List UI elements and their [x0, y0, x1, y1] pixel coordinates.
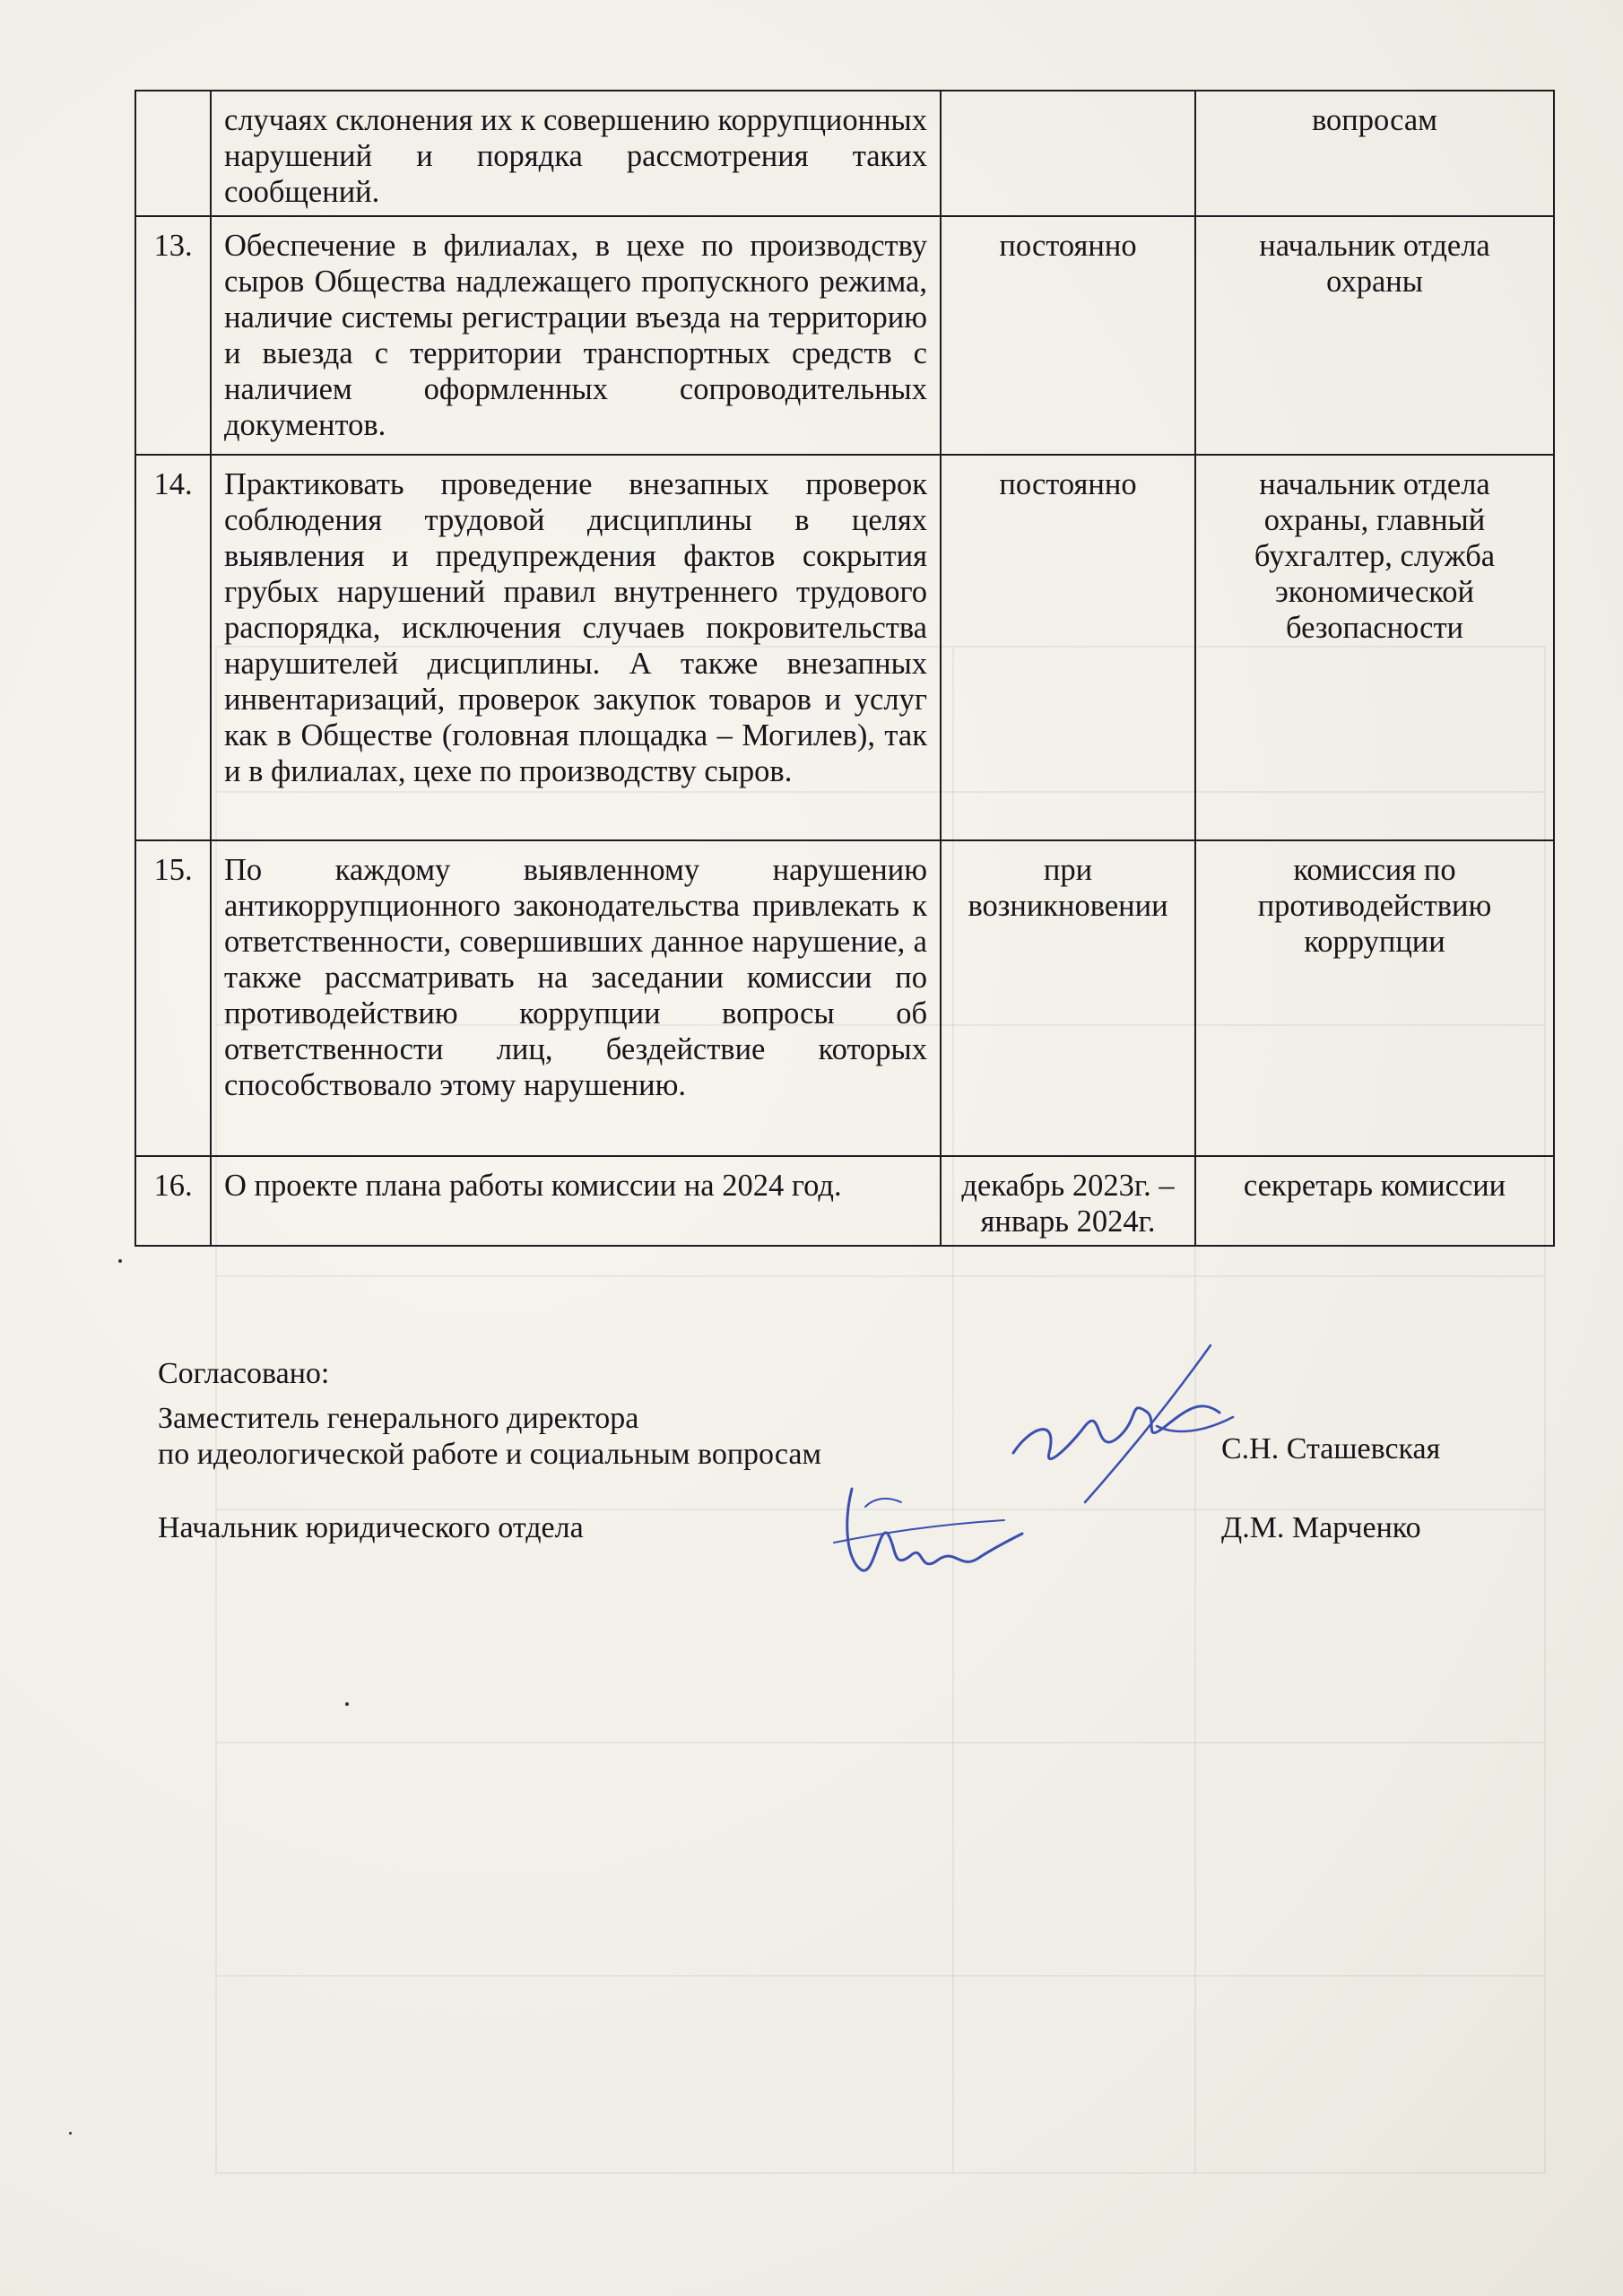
- row-term: постоянно: [941, 455, 1195, 840]
- row-number: 14.: [135, 455, 211, 840]
- row-number: [135, 91, 211, 216]
- row-number: 15.: [135, 840, 211, 1156]
- row-term: постоянно: [941, 216, 1195, 455]
- row-responsible: комиссия по противодействию коррупции: [1195, 840, 1554, 1156]
- row-responsible: вопросам: [1195, 91, 1554, 216]
- table-row: [135, 455, 1554, 840]
- row-measure: Обеспечение в филиалах, в цехе по производству сыров Общества надлежащего пропускного режима, наличие системы регистрации въезда на территорию и выезда с территории транспортных средств с наличием оформленных сопроводительных документов.: [211, 216, 941, 455]
- scan-speck: [69, 2132, 72, 2135]
- row-responsible: секретарь комиссии: [1195, 1156, 1554, 1246]
- deputy-position-line2: по идеологической работе и социальным вопросам: [158, 1438, 822, 1471]
- row-measure: случаях склонения их к совершению коррупционных нарушений и порядка рассмотрения таких сообщений.: [211, 91, 941, 216]
- legal-head-position: Начальник юридического отдела: [158, 1511, 584, 1544]
- row-responsible: начальник отдела охраны, главный бухгалтер, служба экономической безопасности: [1195, 455, 1554, 840]
- table-row: [135, 1156, 1554, 1246]
- deputy-name: С.Н. Сташевская: [1221, 1432, 1441, 1465]
- row-measure: О проекте плана работы комиссии на 2024 год.: [211, 1156, 941, 1246]
- row-term: декабрь 2023г. – январь 2024г.: [941, 1156, 1195, 1246]
- agreed-label: Согласовано:: [158, 1357, 330, 1390]
- deputy-position-line1: Заместитель генерального директора: [158, 1402, 639, 1435]
- scan-speck: [345, 1702, 349, 1706]
- scan-speck: [118, 1259, 122, 1263]
- row-term: при возникновении: [941, 840, 1195, 1156]
- row-responsible: начальник отдела охраны: [1195, 216, 1554, 455]
- row-term: [941, 91, 1195, 216]
- legal-head-name: Д.М. Марченко: [1221, 1511, 1421, 1544]
- row-number: 13.: [135, 216, 211, 455]
- signature-legal-head: [825, 1471, 1040, 1596]
- row-measure: Практиковать проведение внезапных проверок соблюдения трудовой дисциплины в целях выявления и предупреждения фактов сокрытия грубых нарушений правил внутреннего трудового распорядка, исключения случаев покровительства нарушителей дисциплины. А также внезапных инвентаризаций, проверок закупок товаров и услуг как в Обществе (головная площадка – Могилев), так и в филиалах, цехе по производству сыров.: [211, 455, 941, 840]
- table-row: [135, 91, 1554, 216]
- table-row: [135, 216, 1554, 455]
- row-measure: По каждому выявленному нарушению антикоррупционного законодательства привлекать к ответственности, совершивших данное нарушение, а также рассматривать на заседании комиссии по противодействию коррупции вопросы об ответственности лиц, бездействие которых способствовало этому нарушению.: [211, 840, 941, 1156]
- action-plan-table: [135, 90, 1555, 1247]
- table-row: [135, 840, 1554, 1156]
- row-number: 16.: [135, 1156, 211, 1246]
